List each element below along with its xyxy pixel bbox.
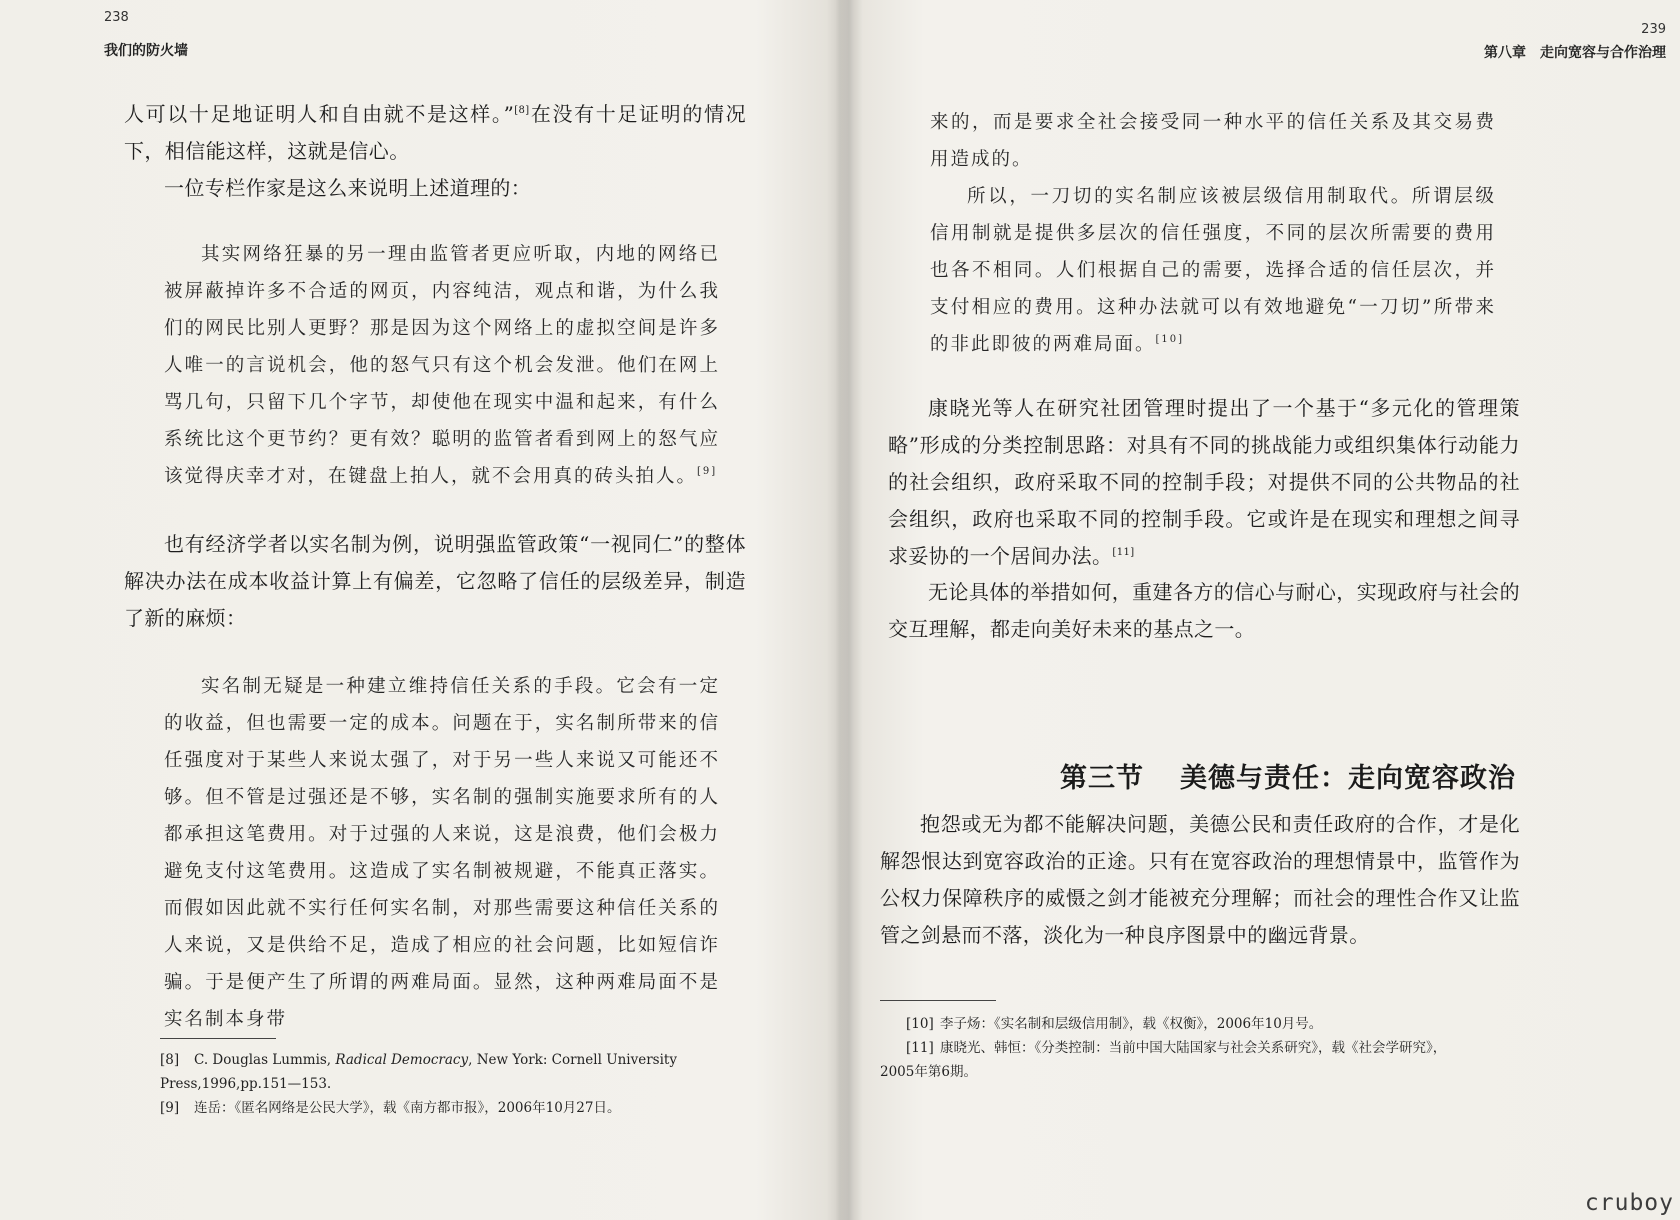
footnote-author: C. Douglas Lummis, [194,1052,332,1068]
footnote-9 [160,1096,760,1120]
paragraph: 抱怨或无为都不能解决问题，美德公民和责任政府的合作，才是化解怨恨达到宽容政治的正途。只有在宽容政治的理想情景中，监管作为公权力保障秩序的威慑之剑才能被充分理解；而社会的理性合作又让监管之剑悬而不落，淡化为一种良序图景中的幽远背景。 [880,812,1520,947]
paragraph-text: 在没有十足证明的情况下，相信能这样，这就是信心。 [124,102,747,163]
page-number: 238 [104,10,129,25]
paragraph [124,96,746,170]
footnote-text: , New York: Cornell University Press,1996,pp.151—153. [160,1052,677,1092]
footnote-title: Radical Democracy [335,1052,469,1068]
paragraph-text: 康晓光等人在研究社团管理时提出了一个基于“多元化的管理策略”形成的分类控制思路：对具有不同的挑战能力或组织集体行动能力的社会组织，政府采取不同的控制手段；对提供不同的公共物品的社会组织，政府也采取不同的控制手段。它或许是在现实和理想之间寻求妥协的一个居间办法。 [888,396,1520,568]
block-quote [930,178,1496,363]
section-title: 美德与责任：走向宽容政治 [1180,763,1516,794]
paragraph: 无论具体的举措如何，重建各方的信心与耐心，实现政府与社会的交互理解，都走向美好未来的基点之一。 [888,580,1520,641]
footnote-10 [880,1012,1520,1036]
footnote-text: 李子炀：《实名制和层级信用制》，载《权衡》，2006年10月号。 [940,1016,1323,1032]
footnote-ref: [10] [1155,334,1185,345]
footnote-text: 康晓光、韩恒：《分类控制：当前中国大陆国家与社会关系研究》，载《社会学研究》， [940,1040,1447,1056]
footnotes [880,1012,1520,1084]
quote-text: 其实网络狂暴的另一理由监管者更应听取，内地的网络已被屏蔽掉许多不合适的网页，内容纯洁，观点和谐，为什么我们的网民比别人更野？那是因为这个网络上的虚拟空间是许多人唯一的言说机会，他的怒气只有这个机会发泄。他们在网上骂几句，只留下几个字节，却使他在现实中温和起来，有什么系统比这个更节约？更有效？聪明的监管者看到网上的怒气应该觉得庆幸才对，在键盘上拍人，就不会用真的砖头拍人。 [164,244,720,487]
paragraph: 一位专栏作家是这么来说明上述道理的： [164,176,532,200]
block-quote [164,236,720,495]
quote-text: 所以，一刀切的实名制应该被层级信用制取代。所谓层级信用制就是提供多层次的信任强度，不同的层次所需要的费用也各不相同。人们根据自己的需要，选择合适的信任层次，并支付相应的费用。这种办法就可以有效地避免“一刀切”所带来的非此即彼的两难局面。 [930,186,1496,355]
paragraph-text: 人可以十足地证明人和自由就不是这样。” [124,102,515,126]
running-head: 第八章 走向宽容与合作治理 [1484,45,1666,61]
footnote-rule [880,1000,996,1001]
page-number: 239 [1641,22,1666,37]
footnote-text: 2005年第6期。 [880,1064,977,1080]
block-quote: 实名制无疑是一种建立维持信任关系的手段。它会有一定的收益，但也需要一定的成本。问题在于，实名制所带来的信任强度对于某些人来说太强了，对于另一些人来说又可能还不够。但不管是过强还是不够，实名制的强制实施要求所有的人都承担这笔费用。对于过强的人来说，这是浪费，他们会极力避免支付这笔费用。这造成了实名制被规避，不能真正落实。而假如因此就不实行任何实名制，对那些需要这种信任关系的人来说，又是供给不足，造成了相应的社会问题，比如短信诈骗。于是便产生了所谓的两难局面。显然，这种两难局面不是实名制本身带 [164,676,720,1030]
footnote-ref: [8] [514,105,530,116]
running-head: 我们的防火墙 [104,43,188,59]
paragraph [888,390,1520,575]
footnote-11 [880,1036,1520,1060]
footnote-mark: [10] [906,1016,934,1032]
footnote-ref: [11] [1112,547,1135,558]
paragraph: 也有经济学者以实名制为例，说明强监管政策“一视同仁”的整体解决办法在成本收益计算上有偏差，它忽略了信任的层级差异，制造了新的麻烦： [124,532,746,630]
footnote-11-continued [880,1060,1520,1084]
watermark-text: cruboy [1584,1190,1674,1216]
block-quote: 来的，而是要求全社会接受同一种水平的信任关系及其交易费用造成的。 [930,112,1496,170]
footnote-mark: [9] [160,1100,180,1116]
footnote-rule [160,1038,276,1039]
footnote-text: 连岳：《匿名网络是公民大学》，载《南方都市报》，2006年10月27日。 [194,1100,621,1116]
footnote-mark: [11] [906,1040,934,1056]
footnote-ref: [9] [697,466,718,477]
section-heading [1060,756,1516,795]
section-number: 第三节 [1060,763,1144,794]
footnotes [160,1048,760,1120]
footnote-8 [160,1048,760,1096]
footnote-mark: [8] [160,1052,180,1068]
